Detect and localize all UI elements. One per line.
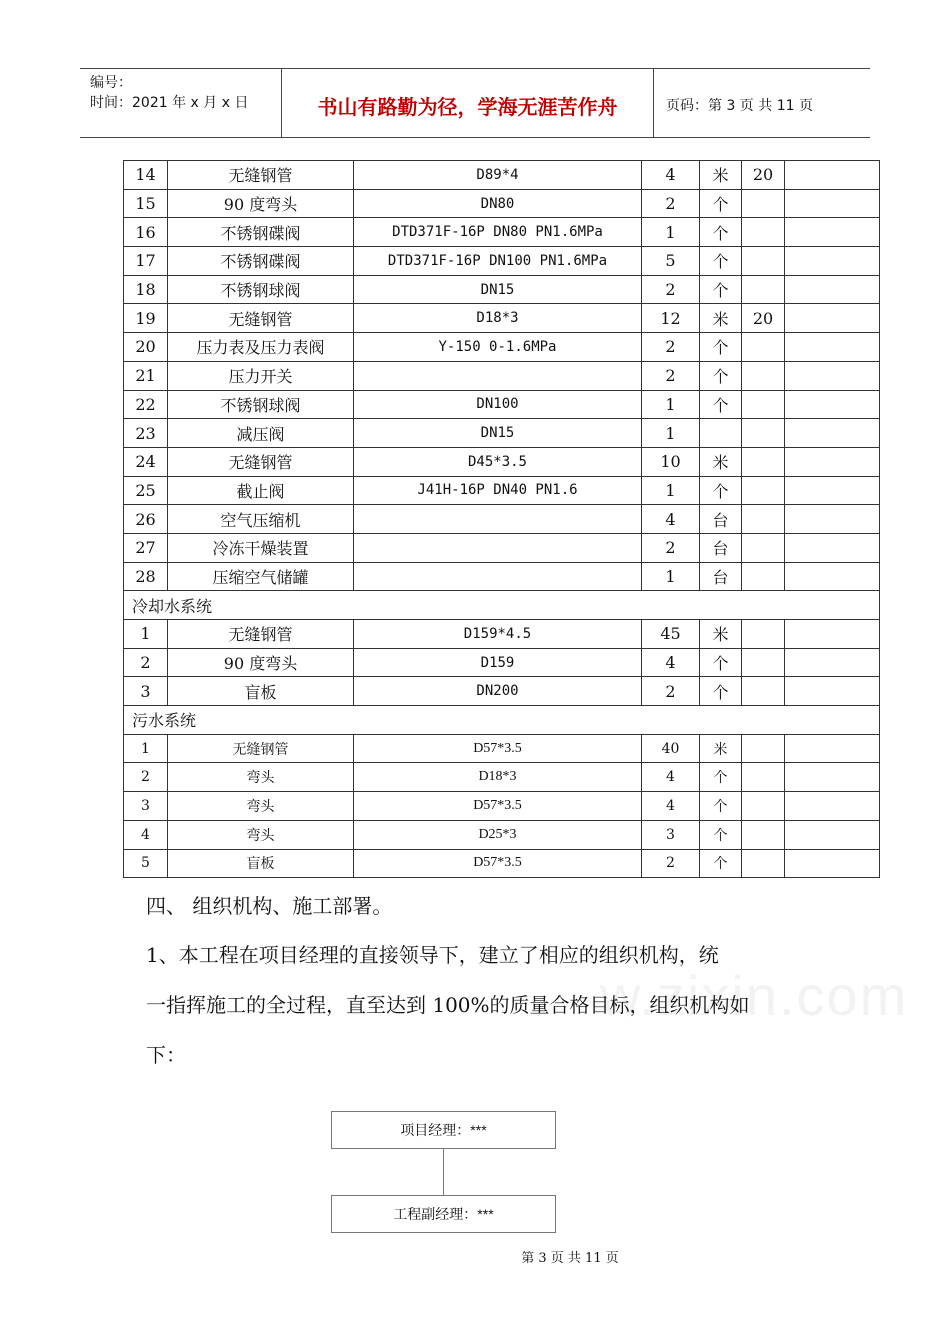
cell-extra (742, 247, 785, 276)
table-row (124, 820, 880, 849)
cell-no: 20 (124, 333, 168, 362)
table-row (124, 849, 880, 878)
cell-name: 不锈钢球阀 (168, 275, 354, 304)
cell-extra (742, 218, 785, 247)
org-box-deputy-manager: 工程副经理：*** (331, 1195, 556, 1233)
cell-unit: 个 (700, 218, 742, 247)
cell-extra: 20 (742, 161, 785, 190)
cell-spec (354, 505, 642, 534)
cell-qty: 1 (642, 390, 700, 419)
cell-qty: 4 (642, 763, 700, 792)
cell-spec: DN100 (354, 390, 642, 419)
cell-no: 25 (124, 476, 168, 505)
cell-no: 5 (124, 849, 168, 878)
section-heading: 四、 组织机构、施工部署。 (146, 894, 393, 918)
cell-no: 28 (124, 562, 168, 591)
page-header (80, 68, 870, 138)
cell-note (785, 447, 880, 476)
cell-extra (742, 562, 785, 591)
cell-no: 3 (124, 792, 168, 821)
cell-no: 19 (124, 304, 168, 333)
cell-unit: 个 (700, 361, 742, 390)
cell-note (785, 189, 880, 218)
cell-qty: 1 (642, 562, 700, 591)
cell-no: 2 (124, 648, 168, 677)
cell-name: 压力开关 (168, 361, 354, 390)
table-row (124, 419, 880, 448)
cell-name: 压缩空气储罐 (168, 562, 354, 591)
table-row (124, 447, 880, 476)
cell-name: 盲板 (168, 849, 354, 878)
table-row (124, 218, 880, 247)
header-motto: 书山有路勤为径，学海无涯苦作舟 (282, 69, 654, 137)
cell-extra (742, 390, 785, 419)
cell-name: 无缝钢管 (168, 304, 354, 333)
cell-note (785, 419, 880, 448)
cell-no: 27 (124, 533, 168, 562)
cell-spec: DN15 (354, 419, 642, 448)
cell-unit: 个 (700, 763, 742, 792)
cell-unit: 台 (700, 505, 742, 534)
org-connector-line (443, 1149, 444, 1195)
cell-extra (742, 792, 785, 821)
cell-extra (742, 849, 785, 878)
cell-spec (354, 361, 642, 390)
table-row (124, 333, 880, 362)
cell-extra (742, 505, 785, 534)
cell-qty: 4 (642, 648, 700, 677)
cell-no: 23 (124, 419, 168, 448)
cell-qty: 2 (642, 189, 700, 218)
cell-unit: 个 (700, 476, 742, 505)
org-box-project-manager: 项目经理：*** (331, 1111, 556, 1149)
cell-name: 冷冻干燥装置 (168, 533, 354, 562)
cell-note (785, 218, 880, 247)
cell-spec: D18*3 (354, 763, 642, 792)
cell-note (785, 849, 880, 878)
cell-name: 90 度弯头 (168, 648, 354, 677)
cell-name: 无缝钢管 (168, 734, 354, 763)
cell-no: 15 (124, 189, 168, 218)
cell-unit: 台 (700, 562, 742, 591)
cell-name: 不锈钢碟阀 (168, 247, 354, 276)
cell-no: 22 (124, 390, 168, 419)
cell-no: 4 (124, 820, 168, 849)
cell-spec: Y-150 0-1.6MPa (354, 333, 642, 362)
cell-unit: 个 (700, 648, 742, 677)
number-label: 编号： (90, 75, 132, 91)
cell-no: 14 (124, 161, 168, 190)
cell-note (785, 533, 880, 562)
table-row (124, 361, 880, 390)
table-row (124, 734, 880, 763)
cell-extra (742, 476, 785, 505)
cell-spec: D159*4.5 (354, 620, 642, 649)
cell-qty: 2 (642, 361, 700, 390)
cell-note (785, 820, 880, 849)
cell-unit: 个 (700, 820, 742, 849)
table-row (124, 247, 880, 276)
cell-spec: D57*3.5 (354, 792, 642, 821)
cell-name: 空气压缩机 (168, 505, 354, 534)
table-row (124, 161, 880, 190)
cell-unit: 个 (700, 333, 742, 362)
cell-qty: 2 (642, 333, 700, 362)
cell-spec: D25*3 (354, 820, 642, 849)
cell-extra (742, 620, 785, 649)
cell-spec: DTD371F-16P DN100 PN1.6MPa (354, 247, 642, 276)
cell-note (785, 648, 880, 677)
cell-extra (742, 333, 785, 362)
section-title: 冷却水系统 (124, 591, 880, 620)
cell-name: 无缝钢管 (168, 447, 354, 476)
cell-extra (742, 361, 785, 390)
cell-unit: 米 (700, 620, 742, 649)
cell-unit: 个 (700, 275, 742, 304)
cell-spec: D57*3.5 (354, 734, 642, 763)
cell-unit: 米 (700, 447, 742, 476)
cell-no: 17 (124, 247, 168, 276)
table-row (124, 792, 880, 821)
cell-note (785, 361, 880, 390)
cell-extra (742, 648, 785, 677)
section-title: 污水系统 (124, 706, 880, 735)
table-row (124, 505, 880, 534)
cell-spec: DN200 (354, 677, 642, 706)
cell-spec: D57*3.5 (354, 849, 642, 878)
cell-name: 不锈钢球阀 (168, 390, 354, 419)
cell-no: 21 (124, 361, 168, 390)
watermark: w.zixin.com (600, 964, 909, 1027)
cell-qty: 4 (642, 505, 700, 534)
cell-name: 减压阀 (168, 419, 354, 448)
cell-unit: 个 (700, 189, 742, 218)
cell-extra (742, 275, 785, 304)
cell-name: 截止阀 (168, 476, 354, 505)
table-row (124, 275, 880, 304)
cell-name: 弯头 (168, 792, 354, 821)
cell-name: 压力表及压力表阀 (168, 333, 354, 362)
cell-note (785, 620, 880, 649)
cell-extra (742, 533, 785, 562)
page-footer: 第 3 页 共 11 页 (521, 1251, 619, 1266)
cell-no: 18 (124, 275, 168, 304)
cell-note (785, 390, 880, 419)
cell-name: 90 度弯头 (168, 189, 354, 218)
cell-name: 不锈钢碟阀 (168, 218, 354, 247)
table-row (124, 620, 880, 649)
cell-extra (742, 734, 785, 763)
paragraph-line-1: 1、本工程在项目经理的直接领导下，建立了相应的组织机构，统 (146, 943, 719, 967)
cell-qty: 1 (642, 218, 700, 247)
cell-no: 2 (124, 763, 168, 792)
cell-spec: D45*3.5 (354, 447, 642, 476)
cell-no: 3 (124, 677, 168, 706)
cell-unit: 个 (700, 247, 742, 276)
cell-note (785, 247, 880, 276)
cell-extra (742, 763, 785, 792)
cell-spec (354, 533, 642, 562)
cell-qty: 40 (642, 734, 700, 763)
time-label: 时间：2021 年 x 月 x 日 (90, 95, 249, 111)
cell-unit: 米 (700, 161, 742, 190)
cell-unit: 个 (700, 390, 742, 419)
cell-extra (742, 419, 785, 448)
cell-spec: J41H-16P DN40 PN1.6 (354, 476, 642, 505)
cell-note (785, 275, 880, 304)
cell-qty: 2 (642, 849, 700, 878)
header-page-label: 页码：第 3 页 共 11 页 (666, 98, 813, 114)
table-row (124, 476, 880, 505)
paragraph-line-3: 下： (146, 1043, 186, 1067)
cell-unit: 个 (700, 792, 742, 821)
materials-table (123, 160, 880, 878)
cell-qty: 10 (642, 447, 700, 476)
cell-qty: 1 (642, 419, 700, 448)
cell-extra (742, 447, 785, 476)
cell-name: 盲板 (168, 677, 354, 706)
cell-no: 1 (124, 734, 168, 763)
cell-spec: DTD371F-16P DN80 PN1.6MPa (354, 218, 642, 247)
cell-extra (742, 189, 785, 218)
table-row (124, 533, 880, 562)
cell-extra (742, 820, 785, 849)
cell-unit: 台 (700, 533, 742, 562)
cell-unit: 个 (700, 849, 742, 878)
cell-qty: 5 (642, 247, 700, 276)
cell-extra (742, 677, 785, 706)
cell-extra: 20 (742, 304, 785, 333)
cell-spec: DN15 (354, 275, 642, 304)
cell-spec: D159 (354, 648, 642, 677)
cell-qty: 4 (642, 792, 700, 821)
cell-note (785, 763, 880, 792)
table-row (124, 304, 880, 333)
header-info (80, 69, 282, 137)
cell-no: 16 (124, 218, 168, 247)
cell-qty: 45 (642, 620, 700, 649)
cell-qty: 4 (642, 161, 700, 190)
cell-unit (700, 419, 742, 448)
table-row (124, 677, 880, 706)
cell-no: 24 (124, 447, 168, 476)
cell-note (785, 562, 880, 591)
cell-spec: D89*4 (354, 161, 642, 190)
table-row (124, 763, 880, 792)
cell-name: 弯头 (168, 820, 354, 849)
cell-note (785, 505, 880, 534)
cell-unit: 米 (700, 734, 742, 763)
cell-qty: 3 (642, 820, 700, 849)
table-row (124, 562, 880, 591)
table-row (124, 189, 880, 218)
cell-note (785, 161, 880, 190)
cell-no: 1 (124, 620, 168, 649)
cell-note (785, 677, 880, 706)
cell-note (785, 792, 880, 821)
cell-name: 无缝钢管 (168, 620, 354, 649)
section-row (124, 591, 880, 620)
cell-spec: DN80 (354, 189, 642, 218)
cell-note (785, 333, 880, 362)
cell-note (785, 476, 880, 505)
cell-unit: 个 (700, 677, 742, 706)
cell-no: 26 (124, 505, 168, 534)
cell-spec: D18*3 (354, 304, 642, 333)
table-row (124, 390, 880, 419)
cell-qty: 12 (642, 304, 700, 333)
cell-qty: 2 (642, 533, 700, 562)
table-row (124, 648, 880, 677)
cell-spec (354, 562, 642, 591)
cell-qty: 2 (642, 275, 700, 304)
cell-unit: 米 (700, 304, 742, 333)
cell-qty: 1 (642, 476, 700, 505)
cell-note (785, 734, 880, 763)
paragraph-line-2: 一指挥施工的全过程，直至达到 100%的质量合格目标，组织机构如 (146, 993, 750, 1017)
section-row (124, 706, 880, 735)
cell-note (785, 304, 880, 333)
cell-qty: 2 (642, 677, 700, 706)
cell-name: 无缝钢管 (168, 161, 354, 190)
cell-name: 弯头 (168, 763, 354, 792)
